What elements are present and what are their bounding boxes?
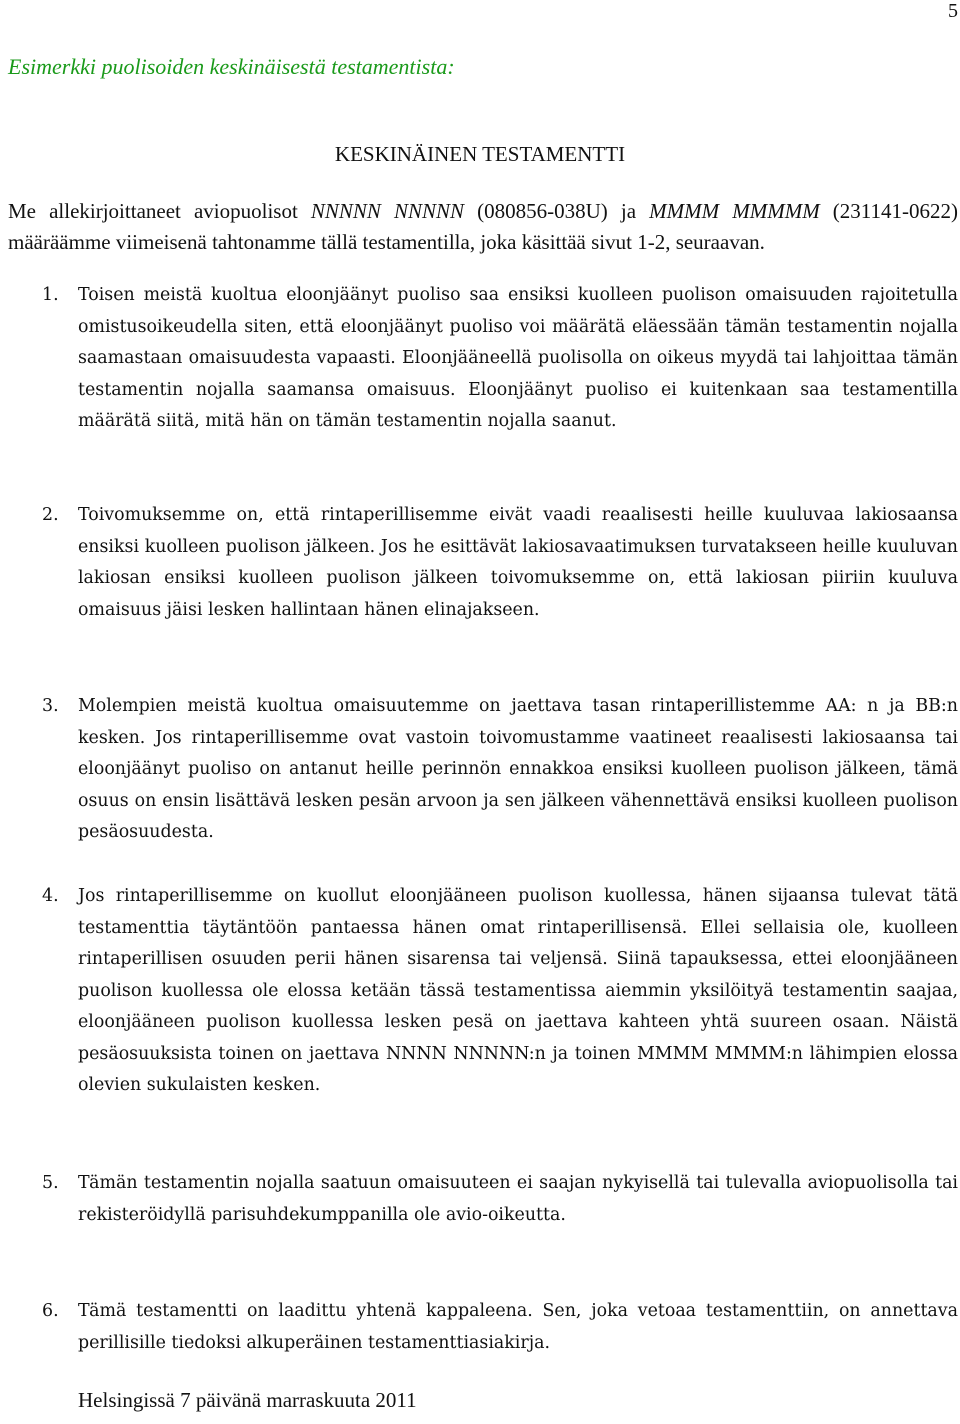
clause-text: Jos rintaperillisemme on kuollut eloonjääneen puolison kuollessa, hänen sijaansa tulevat tätä testamenttia täytäntöön pantaessa hänen omat rintaperillisensä. Ellei sellaisia ole, kuolleen rintaperillisen osuuden perii hänen sisarensa tai veljensä. Siinä tapauksessa, ettei eloonjääneen puolison kuollessa ole elossa ketään tässä testamentissa aiemmin yksilöityä testamentin saajaa, eloonjääneen puolison kuollessa lesken pesä on jaettava kahteen yhtä suureen osaan. Näistä pesäosuuksista toinen on jaettava NNNN NNNNN:n ja toinen MMMM MMMM:n lähimpien elossa olevien sukulaisten kesken.	[78, 886, 958, 1095]
signature-place-date: Helsingissä 7 päivänä marraskuuta 2011	[78, 1388, 417, 1412]
intro-paragraph	[8, 196, 958, 258]
clause-number: 2.	[42, 505, 59, 525]
spouse1-name: NNNNN NNNNN	[310, 199, 465, 223]
clause-3	[8, 691, 958, 849]
document-title: KESKINÄINEN TESTAMENTTI	[334, 142, 626, 166]
clause-6	[8, 1296, 958, 1359]
intro-text-part2: (080856-038U) ja	[464, 199, 650, 223]
clause-number: 6.	[42, 1301, 59, 1321]
clause-text: Toisen meistä kuoltua eloonjäänyt puoliso saa ensiksi kuolleen puolison omaisuuden rajoitetulla omistusoikeudella siten, että eloonjäänyt puoliso voi määrätä eläessään tämän testamentin nojalla saamastaan omaisuudesta vapaasti. Eloonjääneellä puolisolla on oikeus myydä tai lahjoittaa tämän testamentin nojalla saamansa omaisuus. Eloonjäänyt puoliso ei kuitenkaan saa testamentilla määrätä siitä, mitä hän on tämän testamentin nojalla saanut.	[78, 285, 958, 431]
clause-text: Molempien meistä kuoltua omaisuutemme on jaettava tasan rintaperillistemme AA: n ja BB:n kesken. Jos rintaperillisemme ovat vastoin toivomustamme vaatineet reaalisesti lakiosaansa tai eloonjäänyt puoliso on antanut heille perinnön ennakkoa ensiksi kuolleen puolison jälkeen, tämä osuus on ensin lisättävä lesken pesän arvoon ja sen jälkeen vähennettävä ensiksi kuolleen puolison pesäosuudesta.	[78, 696, 958, 842]
clause-text: Toivomuksemme on, että rintaperillisemme eivät vaadi reaalisesti heille kuuluvaa lakiosaansa ensiksi kuolleen puolison jälkeen. Jos he esittävät lakiosavaatimuksen turvatakseen heille kuuluvan lakiosan ensiksi kuolleen puolison jälkeen toivomuksemme on, että lakiosan piiriin kuuluva omaisuus jäisi lesken hallintaan hänen elinajakseen.	[78, 505, 958, 620]
clause-1	[8, 280, 958, 438]
page-number: 5	[948, 0, 958, 22]
clause-2	[8, 500, 958, 626]
intro-text-part3: (231141-0622) määräämme viimeisenä tahtonamme tällä testamentilla, joka käsittää sivut 1-2, seuraavan.	[8, 199, 958, 254]
example-heading: Esimerkki puolisoiden keskinäisestä testamentista:	[8, 54, 455, 79]
clause-number: 4.	[42, 886, 59, 906]
clause-4	[8, 881, 958, 1102]
clause-5	[8, 1168, 958, 1231]
clause-number: 3.	[42, 696, 59, 716]
intro-text-part1: Me allekirjoittaneet aviopuolisot	[8, 199, 311, 223]
clause-number: 5.	[42, 1173, 59, 1193]
clause-text: Tämän testamentin nojalla saatuun omaisuuteen ei saajan nykyisellä tai tulevalla aviopuolisolla tai rekisteröidyllä parisuhdekumppanilla ole avio-oikeutta.	[78, 1173, 958, 1225]
clause-number: 1.	[42, 285, 59, 305]
spouse2-name: MMMM MMMMM	[649, 199, 820, 223]
clause-text: Tämä testamentti on laadittu yhtenä kappaleena. Sen, joka vetoaa testamenttiin, on annettava perillisille tiedoksi alkuperäinen testamenttiasiakirja.	[78, 1301, 958, 1353]
